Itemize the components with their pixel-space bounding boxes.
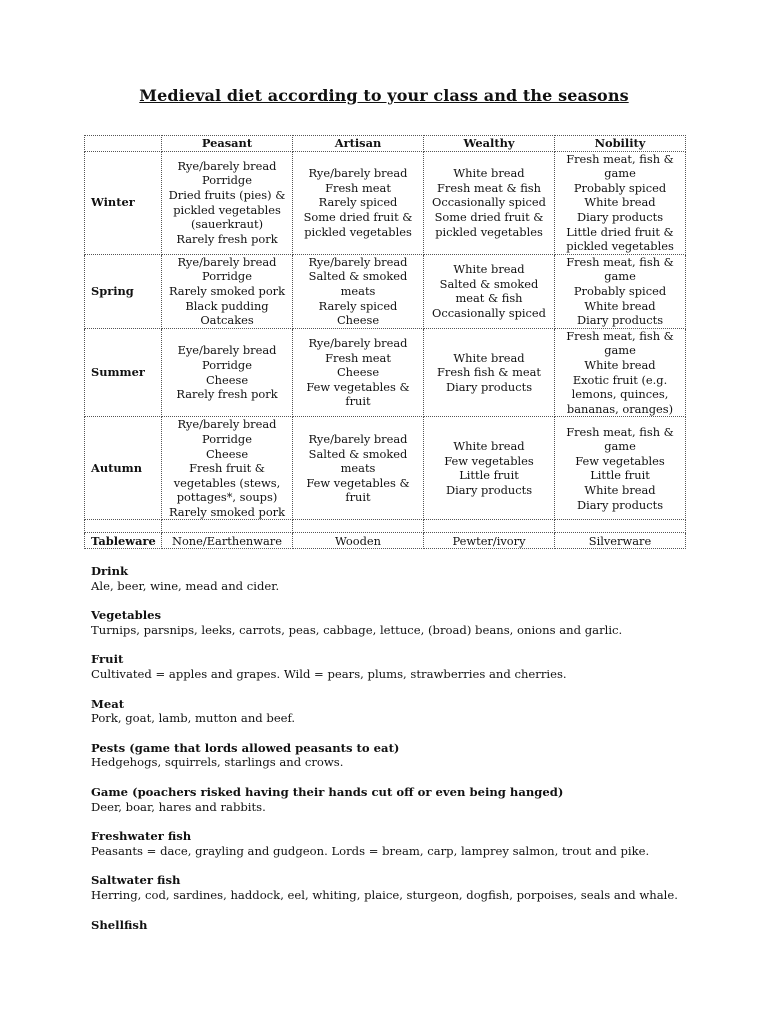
table-cell	[424, 328, 555, 417]
cell-line: White bread	[453, 439, 525, 454]
section-body: Cultivated = apples and grapes. Wild = pears, plums, strawberries and cherries.	[91, 666, 567, 681]
cell-line: White bread	[453, 262, 525, 277]
column-header: Artisan	[293, 136, 424, 152]
empty-cell	[555, 520, 686, 533]
cell-line: Occasionally spiced	[432, 305, 546, 320]
cell-line: meat & fish	[455, 291, 523, 306]
table-row	[85, 328, 686, 417]
diet-table	[84, 135, 686, 549]
empty-cell	[424, 520, 555, 533]
section-fruit	[91, 652, 731, 696]
cell-line: Cheese	[336, 365, 380, 380]
table-cell	[162, 151, 293, 254]
section-vegetables	[91, 608, 731, 652]
cell-line: meats	[340, 461, 376, 476]
cell-line: Cheese	[205, 372, 249, 387]
section-freshwater-fish	[91, 829, 731, 873]
table-cell	[293, 254, 424, 328]
cell-line: Cheese	[205, 446, 249, 461]
cell-line: White bread	[584, 195, 656, 210]
cell-line: Little dried fruit &	[566, 224, 674, 239]
section-game	[91, 785, 731, 829]
cell-line: Diary products	[445, 482, 533, 497]
table-cell	[555, 417, 686, 520]
cell-line: lemons, quinces,	[571, 387, 669, 402]
empty-cell	[293, 520, 424, 533]
cell-line: Dried fruits (pies) &	[168, 188, 286, 203]
cell-line: Rye/barely bread	[177, 254, 277, 269]
cell-line: game	[604, 439, 636, 454]
cell-line: Little fruit	[590, 468, 650, 483]
section-heading: Pests (game that lords allowed peasants to eat)	[91, 740, 400, 755]
cell-line: pickled vegetables	[304, 224, 412, 239]
table-cell	[293, 417, 424, 520]
cell-line: Salted & smoked	[308, 269, 408, 284]
section-heading: Drink	[91, 564, 129, 578]
table-row	[85, 417, 686, 520]
section-body: Turnips, parsnips, leeks, carrots, peas, cabbage, lettuce, (broad) beans, onions and garlic.	[91, 622, 623, 637]
table-cell	[162, 254, 293, 328]
cell-line: Rarely fresh pork	[176, 387, 278, 402]
cell-line: Rye/barely bread	[308, 254, 408, 269]
cell-line: Occasionally spiced	[432, 195, 546, 210]
cell-line: Exotic fruit (e.g.	[572, 372, 668, 387]
cell-line: Some dried fruit &	[303, 209, 413, 224]
cell-line: Few vegetables &	[306, 379, 410, 394]
cell-line: Rye/barely bread	[308, 336, 408, 351]
season-label: Summer	[85, 328, 162, 417]
cell-line: Rye/barely bread	[308, 166, 408, 181]
cell-line: Probably spiced	[573, 180, 667, 195]
cell-line: Cheese	[336, 313, 380, 328]
cell-line: Porridge	[202, 173, 252, 188]
cell-line: Salted & smoked	[439, 276, 539, 291]
section-heading: Meat	[91, 696, 125, 711]
cell-line: meats	[340, 283, 376, 298]
cell-line: pickled vegetables	[566, 239, 674, 254]
cell-line: fruit	[345, 394, 371, 409]
section-meat	[91, 697, 731, 741]
cell-line: fruit	[345, 490, 371, 505]
cell-line: Diary products	[576, 497, 664, 512]
table-cell	[162, 328, 293, 417]
cell-line: vegetables (stews,	[173, 475, 281, 490]
cell-line: White bread	[584, 482, 656, 497]
cell-line: Rarely smoked pork	[168, 283, 286, 298]
season-label: Winter	[85, 151, 162, 254]
season-label: Spring	[85, 254, 162, 328]
table-cell	[162, 417, 293, 520]
table-cell	[555, 328, 686, 417]
cell-line: Porridge	[202, 357, 252, 372]
season-label: Autumn	[85, 417, 162, 520]
cell-line: Diary products	[445, 379, 533, 394]
section-heading: Shellfish	[91, 917, 148, 932]
table-cell	[293, 328, 424, 417]
cell-line: Rarely fresh pork	[176, 231, 278, 246]
header-corner	[85, 136, 162, 152]
section-body: Ale, beer, wine, mead and cider.	[91, 578, 280, 593]
cell-line: White bread	[584, 298, 656, 313]
tableware-row	[85, 533, 686, 549]
cell-line: Salted & smoked	[308, 446, 408, 461]
cell-line: White bread	[453, 166, 525, 181]
section-body: Hedgehogs, squirrels, starlings and crows.	[91, 755, 344, 770]
cell-line: game	[604, 343, 636, 358]
page-title: Medieval diet according to your class and the seasons	[139, 86, 629, 105]
food-sections	[91, 564, 731, 962]
section-body: Peasants = dace, grayling and gudgeon. Lords = bream, carp, lamprey salmon, trout and pike.	[91, 843, 650, 858]
table-row	[85, 254, 686, 328]
cell-line: Probably spiced	[573, 283, 667, 298]
cell-line: White bread	[584, 357, 656, 372]
cell-line: Some dried fruit &	[434, 209, 544, 224]
table-cell	[555, 151, 686, 254]
cell-line: Little fruit	[459, 468, 519, 483]
tableware-cell: None/Earthenware	[162, 533, 293, 549]
cell-line: (sauerkraut)	[190, 217, 264, 232]
cell-line: Porridge	[202, 269, 252, 284]
section-body: Pork, goat, lamb, mutton and beef.	[91, 711, 296, 726]
tableware-label: Tableware	[85, 533, 162, 549]
section-body: Deer, boar, hares and rabbits.	[91, 799, 266, 814]
table-cell	[293, 151, 424, 254]
cell-line: pickled vegetables	[435, 224, 543, 239]
cell-line: Fresh fish & meat	[437, 365, 541, 380]
table-header-row	[85, 136, 686, 152]
cell-line: game	[604, 269, 636, 284]
section-pests	[91, 741, 731, 785]
column-header: Wealthy	[424, 136, 555, 152]
cell-line: Porridge	[202, 431, 252, 446]
section-saltwater-fish	[91, 873, 731, 917]
table-cell	[424, 151, 555, 254]
section-heading: Freshwater fish	[91, 829, 192, 844]
cell-line: White bread	[453, 350, 525, 365]
cell-line: Few vegetables &	[306, 475, 410, 490]
cell-line: Eye/barely bread	[177, 343, 277, 358]
cell-line: pickled vegetables	[173, 202, 281, 217]
section-heading: Game (poachers risked having their hands cut off or even being hanged)	[91, 784, 564, 799]
cell-line: Rye/barely bread	[308, 431, 408, 446]
cell-line: Rarely smoked pork	[168, 504, 286, 519]
cell-line: Diary products	[576, 313, 664, 328]
cell-line: Few vegetables	[444, 453, 534, 468]
table-cell	[424, 254, 555, 328]
section-drink	[91, 564, 731, 608]
cell-line: Rarely spiced	[318, 195, 398, 210]
cell-line: Fresh meat, fish &	[566, 328, 674, 343]
table-row	[85, 151, 686, 254]
empty-cell	[85, 520, 162, 533]
cell-line: Rarely spiced	[318, 298, 398, 313]
cell-line: Fresh meat, fish &	[566, 151, 674, 166]
table-cell	[424, 417, 555, 520]
section-heading: Vegetables	[91, 608, 162, 623]
cell-line: Fresh fruit &	[189, 461, 265, 476]
cell-line: Fresh meat, fish &	[566, 424, 674, 439]
column-header: Peasant	[162, 136, 293, 152]
cell-line: Fresh meat	[325, 350, 391, 365]
column-header: Nobility	[555, 136, 686, 152]
spacer-row	[85, 520, 686, 533]
cell-line: Fresh meat	[325, 180, 391, 195]
table-cell	[555, 254, 686, 328]
cell-line: Oatcakes	[200, 313, 254, 328]
section-shellfish	[91, 918, 731, 962]
empty-cell	[162, 520, 293, 533]
tableware-cell: Pewter/ivory	[424, 533, 555, 549]
cell-line: bananas, oranges)	[566, 401, 674, 416]
cell-line: Rye/barely bread	[177, 158, 277, 173]
cell-line: Fresh meat & fish	[437, 180, 541, 195]
section-heading: Saltwater fish	[91, 873, 181, 888]
section-heading: Fruit	[91, 652, 124, 667]
cell-line: Black pudding	[185, 298, 269, 313]
tableware-cell: Silverware	[555, 533, 686, 549]
cell-line: pottages*, soups)	[176, 490, 278, 505]
cell-line: Rye/barely bread	[177, 417, 277, 432]
cell-line: game	[604, 166, 636, 181]
cell-line: Few vegetables	[575, 453, 665, 468]
section-body: Herring, cod, sardines, haddock, eel, whiting, plaice, sturgeon, dogfish, porpoises, seals and whale.	[91, 887, 678, 902]
cell-line: Fresh meat, fish &	[566, 254, 674, 269]
tableware-cell: Wooden	[293, 533, 424, 549]
cell-line: Diary products	[576, 209, 664, 224]
